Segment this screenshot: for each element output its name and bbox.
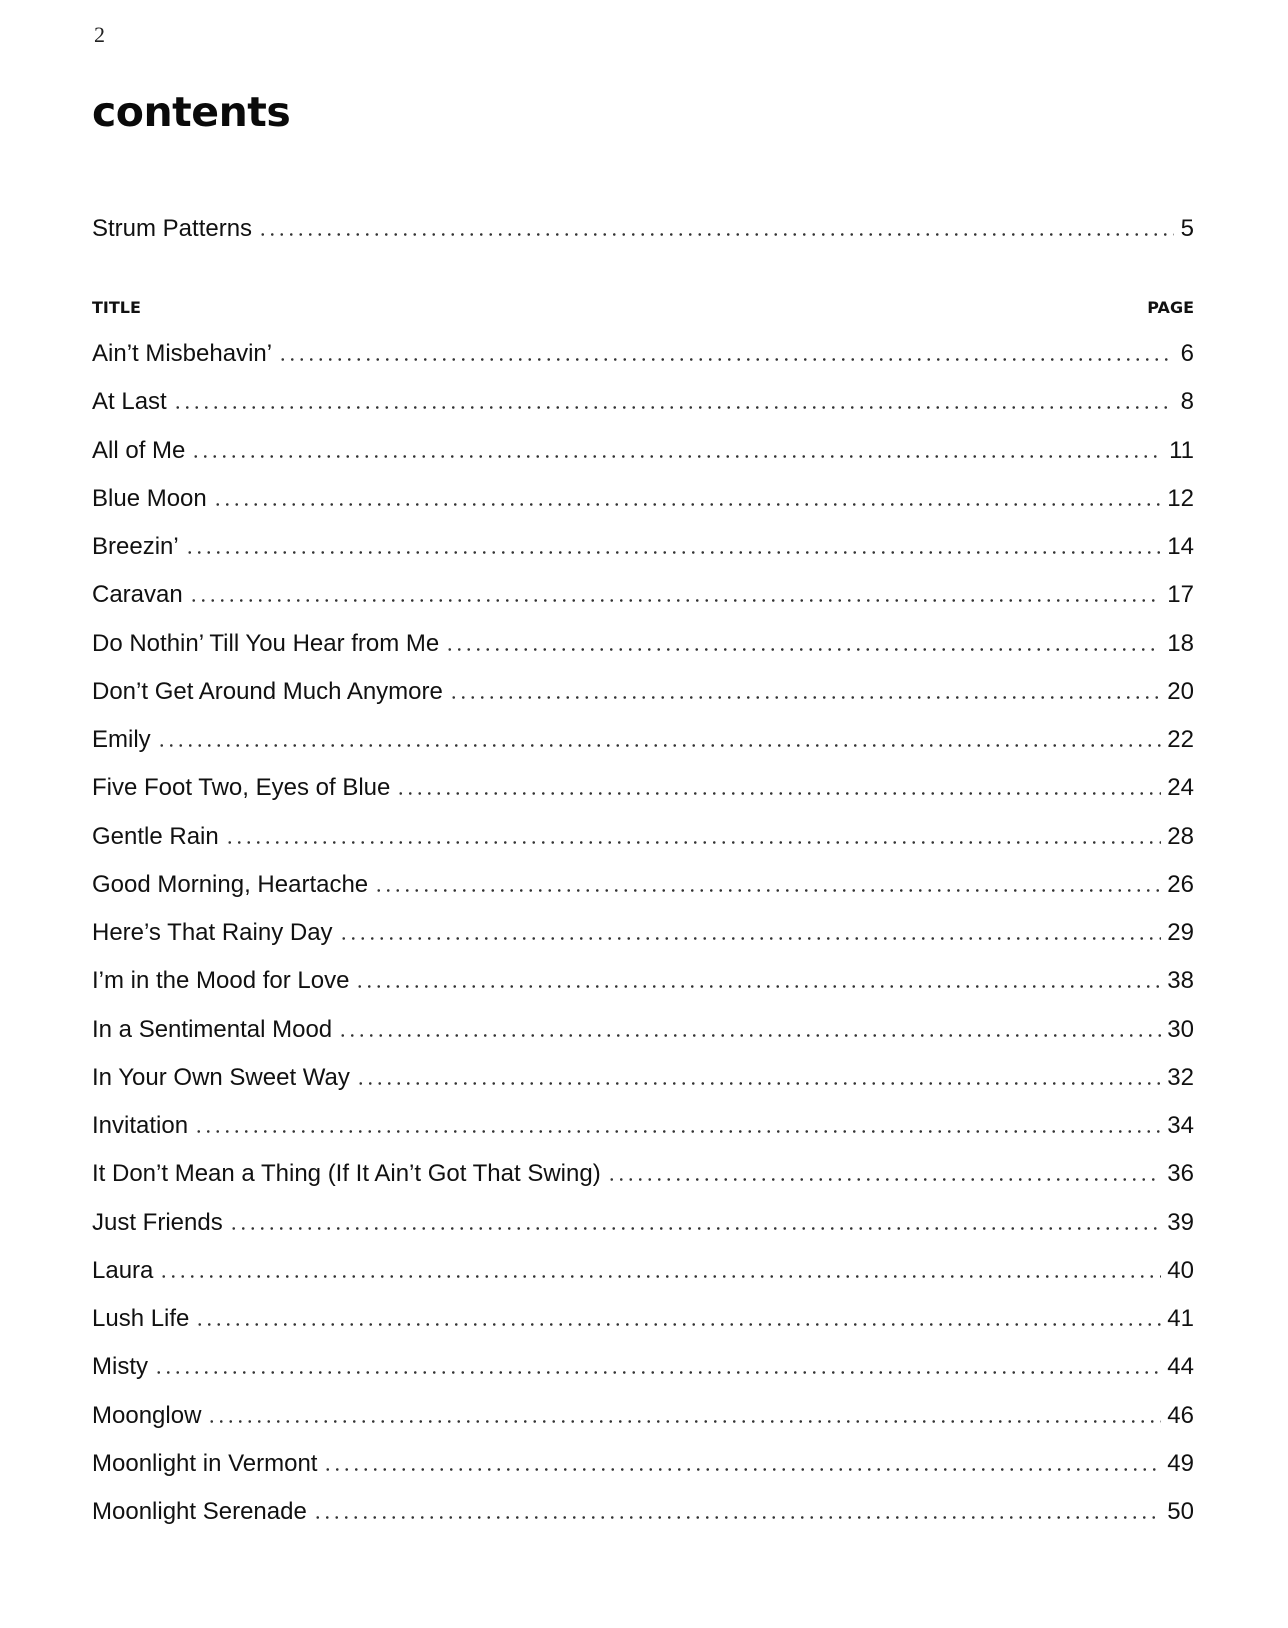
toc-entry-title: Blue Moon [92, 484, 207, 512]
dot-leader [258, 233, 1174, 236]
toc-entry-page: 8 [1180, 388, 1194, 416]
toc-entry-title: Don’t Get Around Much Anymore [92, 677, 443, 705]
toc-entry[interactable] [92, 1302, 1194, 1336]
toc-entry-page: 50 [1167, 1498, 1194, 1525]
toc-entry-title: Here’s That Rainy Day [92, 919, 333, 946]
toc-entry[interactable] [92, 1061, 1194, 1095]
toc-entry-title: Moonglow [92, 1401, 202, 1429]
toc-entry-page: 40 [1167, 1256, 1194, 1284]
toc-entry-title: In a Sentimental Mood [92, 1015, 333, 1043]
dot-leader [396, 792, 1161, 795]
toc-entry-page: 24 [1167, 774, 1194, 802]
dot-leader [355, 985, 1161, 988]
toc-entry-title: Emily [92, 726, 151, 753]
dot-leader [189, 599, 1162, 602]
toc-entry-page: 38 [1167, 967, 1194, 995]
toc-entry[interactable] [92, 1350, 1194, 1384]
dot-leader [213, 503, 1162, 506]
toc-entry-page: 49 [1167, 1449, 1194, 1477]
dot-leader [173, 406, 1174, 409]
toc-entry-page: 5 [1180, 215, 1194, 242]
toc-entry-page: 44 [1167, 1353, 1194, 1381]
dot-leader [339, 937, 1162, 940]
toc-entry[interactable] [92, 1157, 1194, 1191]
toc-entry[interactable] [92, 1013, 1194, 1047]
toc-entry-page: 46 [1167, 1401, 1194, 1429]
toc-entry[interactable] [92, 385, 1194, 419]
toc-entry[interactable] [92, 1254, 1194, 1288]
dot-leader [225, 841, 1162, 844]
title-column-header: TITLE [92, 298, 141, 317]
dot-leader [154, 1371, 1161, 1374]
toc-entry[interactable] [92, 434, 1194, 468]
toc-entry-title: Misty [92, 1353, 148, 1381]
toc-entry-page: 18 [1167, 629, 1194, 657]
toc-entry-page: 39 [1167, 1208, 1194, 1236]
toc-entry-title: Moonlight in Vermont [92, 1449, 318, 1477]
toc-entry-title: It Don’t Mean a Thing (If It Ain’t Got That Swing) [92, 1160, 601, 1188]
page-title: contents [92, 88, 291, 136]
dot-leader [157, 744, 1162, 747]
toc-entry-page: 14 [1167, 533, 1194, 560]
toc-entry-title: At Last [92, 388, 167, 416]
toc-entry-title: Laura [92, 1256, 154, 1284]
toc-entry-title: Good Morning, Heartache [92, 870, 369, 898]
toc-entry[interactable] [92, 1495, 1194, 1529]
toc-entry-title: Caravan [92, 581, 183, 609]
toc-entry-title: Five Foot Two, Eyes of Blue [92, 774, 391, 802]
toc-entry-page: 34 [1167, 1112, 1194, 1139]
page-number: 2 [94, 22, 105, 47]
toc-entry[interactable] [92, 1109, 1194, 1143]
toc-entry[interactable] [92, 578, 1194, 612]
toc-entry-page: 26 [1167, 870, 1194, 898]
toc-entry-page: 6 [1180, 340, 1194, 367]
dot-leader [607, 1178, 1162, 1181]
toc-entry[interactable] [92, 1206, 1194, 1240]
toc-entry-title: Moonlight Serenade [92, 1498, 307, 1525]
toc-entry-title: Lush Life [92, 1305, 190, 1332]
dot-leader [338, 1034, 1161, 1037]
toc-entry-title: Gentle Rain [92, 822, 219, 850]
toc-entry[interactable] [92, 1399, 1194, 1433]
toc-entry[interactable] [92, 964, 1194, 998]
toc-entry[interactable] [92, 337, 1194, 371]
dot-leader [323, 1468, 1161, 1471]
dot-leader [194, 1130, 1161, 1133]
toc-entry[interactable] [92, 1447, 1194, 1481]
dot-leader [191, 455, 1163, 458]
toc-entry-page: 12 [1167, 484, 1194, 512]
dot-leader [374, 889, 1161, 892]
toc-entry-page: 28 [1167, 822, 1194, 850]
dot-leader [278, 358, 1174, 361]
toc-entry-title: Breezin’ [92, 533, 179, 560]
dot-leader [159, 1275, 1161, 1278]
toc-entry-page: 30 [1167, 1015, 1194, 1043]
dot-leader [185, 551, 1162, 554]
dot-leader [356, 1082, 1161, 1085]
dot-leader [445, 648, 1161, 651]
toc-entry[interactable] [92, 868, 1194, 902]
dot-leader [229, 1227, 1162, 1230]
toc-entry-page: 29 [1167, 919, 1194, 946]
toc-entry[interactable] [92, 771, 1194, 805]
toc-entry-title: I’m in the Mood for Love [92, 967, 350, 995]
dot-leader [195, 1323, 1161, 1326]
toc-entry[interactable] [92, 820, 1194, 854]
toc-entry[interactable] [92, 675, 1194, 709]
toc-entry-page: 20 [1167, 677, 1194, 705]
toc-entry-title: Do Nothin’ Till You Hear from Me [92, 629, 440, 657]
toc-entry-page: 22 [1167, 726, 1194, 753]
toc-entry-title: All of Me [92, 436, 186, 464]
dot-leader [207, 1420, 1161, 1423]
toc-entry-page: 41 [1167, 1305, 1194, 1332]
page-column-header: PAGE [1147, 298, 1194, 317]
toc-entry-page: 32 [1167, 1063, 1194, 1091]
toc-entry[interactable] [92, 723, 1194, 757]
toc-entry-title: Ain’t Misbehavin’ [92, 340, 273, 367]
toc-entry[interactable] [92, 916, 1194, 950]
toc-entry[interactable] [92, 530, 1194, 564]
column-headers [92, 298, 1194, 317]
toc-entry[interactable] [92, 482, 1194, 516]
toc-entry[interactable] [92, 627, 1194, 661]
toc-entry-title: In Your Own Sweet Way [92, 1063, 350, 1091]
toc-entry-strum-patterns[interactable] [92, 212, 1194, 246]
toc-entry-title: Just Friends [92, 1208, 223, 1236]
dot-leader [313, 1516, 1161, 1519]
toc-entry-page: 11 [1169, 436, 1194, 464]
toc-entry-title: Invitation [92, 1112, 189, 1139]
toc-entry-page: 36 [1167, 1160, 1194, 1188]
toc-entry-title: Strum Patterns [92, 215, 253, 242]
dot-leader [449, 696, 1161, 699]
toc-entry-page: 17 [1167, 581, 1194, 609]
